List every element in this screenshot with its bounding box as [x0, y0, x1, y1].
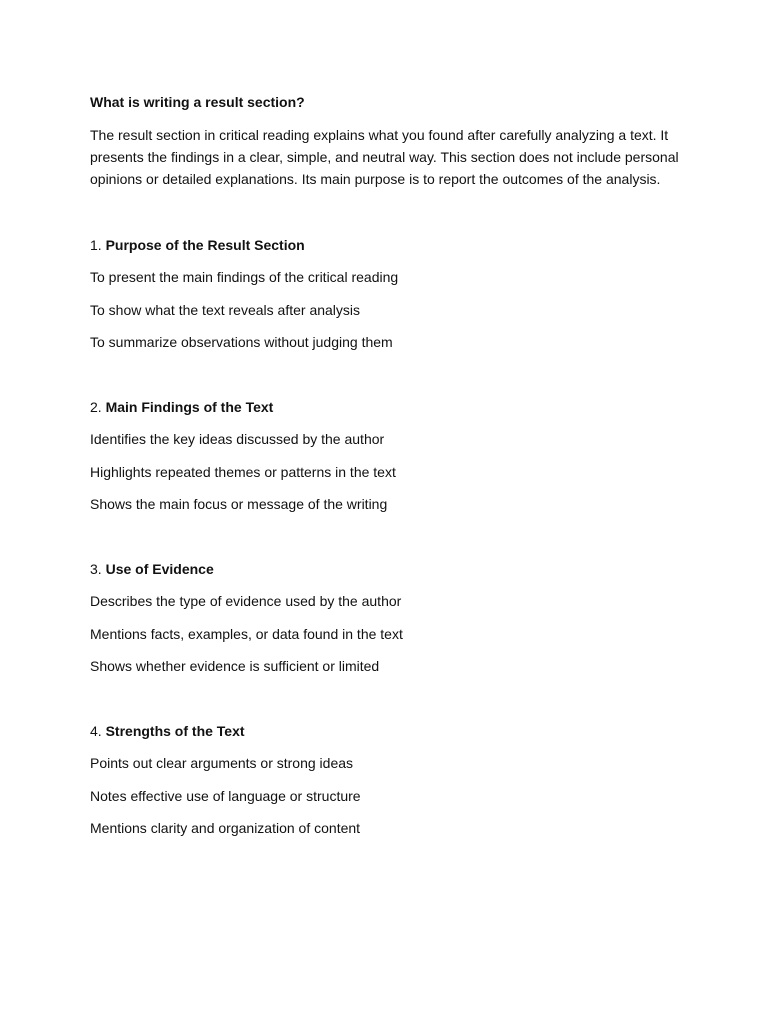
section-point: To present the main findings of the critical reading — [90, 269, 399, 285]
section-heading — [90, 235, 690, 255]
section-point: Mentions facts, examples, or data found in the text — [90, 625, 403, 642]
section-title: Use of Evidence — [105, 561, 214, 577]
section-use-of-evidence — [90, 559, 690, 676]
section-point: To summarize observations without judging them — [90, 334, 393, 350]
section-title: Strengths of the Text — [105, 723, 245, 739]
document-title: What is writing a result section? — [90, 94, 305, 110]
section-point: Describes the type of evidence used by the author — [90, 593, 402, 609]
section-purpose — [90, 235, 690, 352]
intro-paragraph: The result section in critical reading explains what you found after carefully analyzing a text. It presents the findings in a clear, simple, and neutral way. This section does not include personal opinions or detailed explanations. Its main purpose is to report the outcomes of the analysis. — [90, 127, 679, 187]
section-main-findings — [90, 397, 690, 514]
section-heading — [90, 397, 690, 417]
section-point: Highlights repeated themes or patterns in the text — [90, 463, 396, 480]
section-point: Points out clear arguments or strong ideas — [90, 755, 354, 771]
section-point: Mentions clarity and organization of content — [90, 820, 361, 836]
section-number: 1. — [90, 237, 102, 253]
section-heading — [90, 721, 690, 741]
section-title: Purpose of the Result Section — [105, 237, 305, 253]
section-point: Shows whether evidence is sufficient or limited — [90, 658, 380, 674]
section-number: 3. — [90, 561, 102, 577]
section-title: Main Findings of the Text — [105, 399, 274, 415]
section-point: To show what the text reveals after analysis — [90, 301, 361, 318]
section-point: Notes effective use of language or structure — [90, 787, 361, 804]
section-number: 4. — [90, 723, 102, 739]
section-strengths — [90, 721, 690, 838]
section-number: 2. — [90, 399, 102, 415]
section-heading — [90, 559, 690, 579]
section-point: Identifies the key ideas discussed by the author — [90, 431, 385, 447]
document-page — [90, 92, 690, 851]
section-point: Shows the main focus or message of the writing — [90, 496, 388, 512]
